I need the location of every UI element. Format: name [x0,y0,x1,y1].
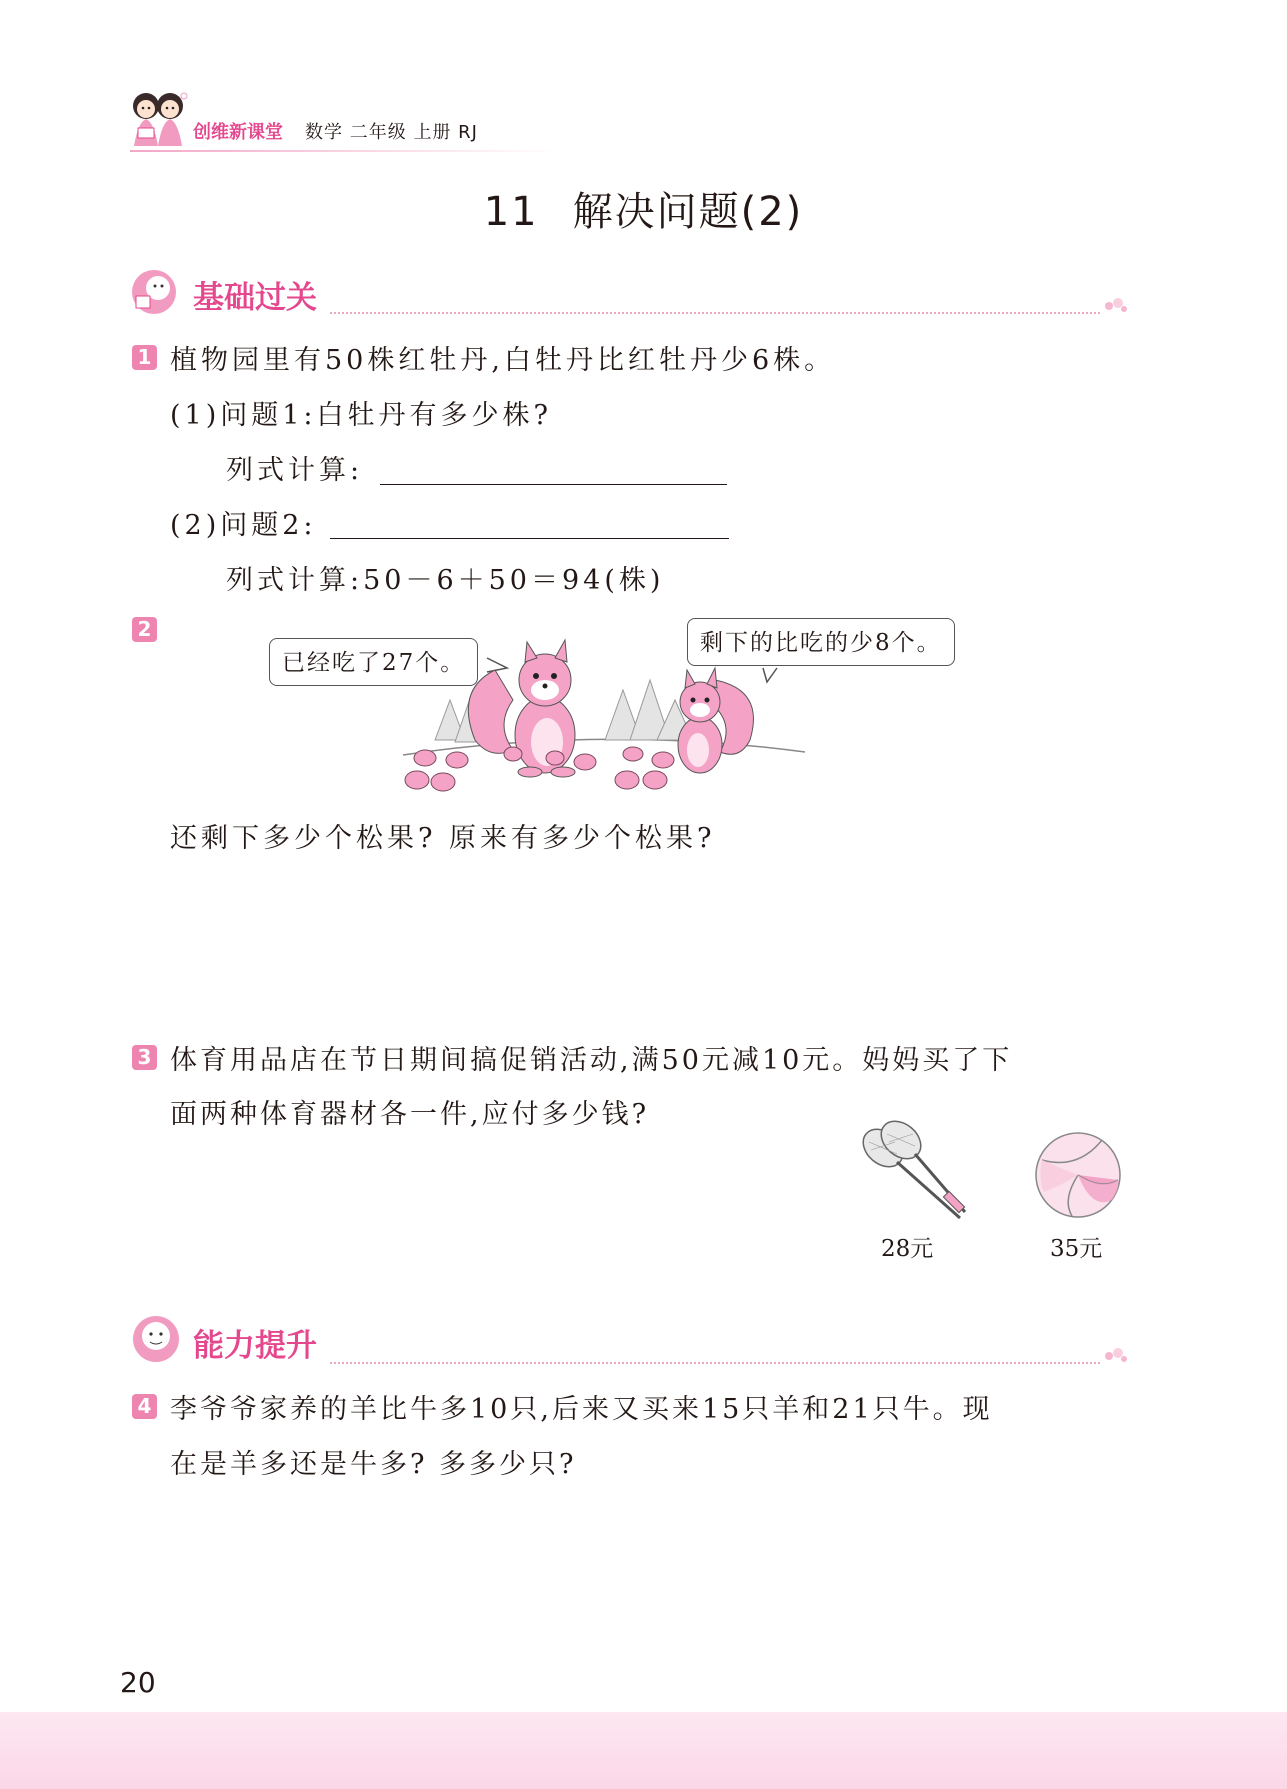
q1-calc-label: 列式计算: [226,455,364,486]
price-volleyball: 35元 [1050,1236,1103,1262]
section-mascot-icon [128,1312,184,1364]
volleyball-icon [1032,1130,1124,1220]
badminton-rackets-icon [855,1120,975,1225]
page-number: 20 [120,1666,156,1699]
header-underline [130,150,560,152]
q1-sub2: (2)问题2: [170,510,317,541]
section-divider [330,312,1100,314]
q3-line1: 体育用品店在节日期间搞促销活动,满50元减10元。妈妈买了下 [170,1045,1013,1076]
price-badminton: 28元 [881,1236,934,1262]
lesson-number: 11 [483,189,539,235]
q1-stem: 植物园里有50株红牡丹,白牡丹比红牡丹少6株。 [170,345,836,376]
footer-band [0,1712,1287,1789]
q2-question: 还剩下多少个松果? 原来有多少个松果? [170,823,716,854]
squirrels-illustration [395,630,815,800]
q1-calc2: 列式计算:50－6＋50＝94(株) [226,565,665,596]
section-title-advanced: 能力提升 [193,1328,317,1364]
section-title-basic: 基础过关 [193,280,317,316]
question-badge-2: 2 [132,617,157,642]
question-badge-4: 4 [132,1394,157,1419]
question-badge-3: 3 [132,1045,157,1070]
question-badge-1: 1 [132,345,157,370]
section-mascot-icon [128,266,184,316]
q3-line2: 面两种体育器材各一件,应付多少钱? [170,1099,650,1130]
section-divider [330,1362,1100,1364]
q1-answer-blank[interactable] [380,484,727,485]
speech-bubble-left: 已经吃了27个。 [269,638,478,686]
speech-bubble-right: 剩下的比吃的少8个。 [687,618,955,666]
q4-line1: 李爷爷家养的羊比牛多10只,后来又买来15只羊和21只牛。现 [170,1394,993,1425]
lesson-title: 解决问题(2) [572,189,804,235]
page-title [0,180,1287,237]
decor-dots-icon [1104,1346,1128,1366]
brand-name: 创维新课堂 [193,122,283,143]
mascot-kids-logo [126,88,192,152]
q1-sub1: (1)问题1:白牡丹有多少株? [170,400,552,431]
q4-line2: 在是羊多还是牛多? 多多少只? [170,1449,577,1480]
book-info: 数学 二年级 上册 RJ [305,122,478,143]
decor-dots-icon [1104,296,1128,316]
q1-question2-blank[interactable] [330,538,729,539]
